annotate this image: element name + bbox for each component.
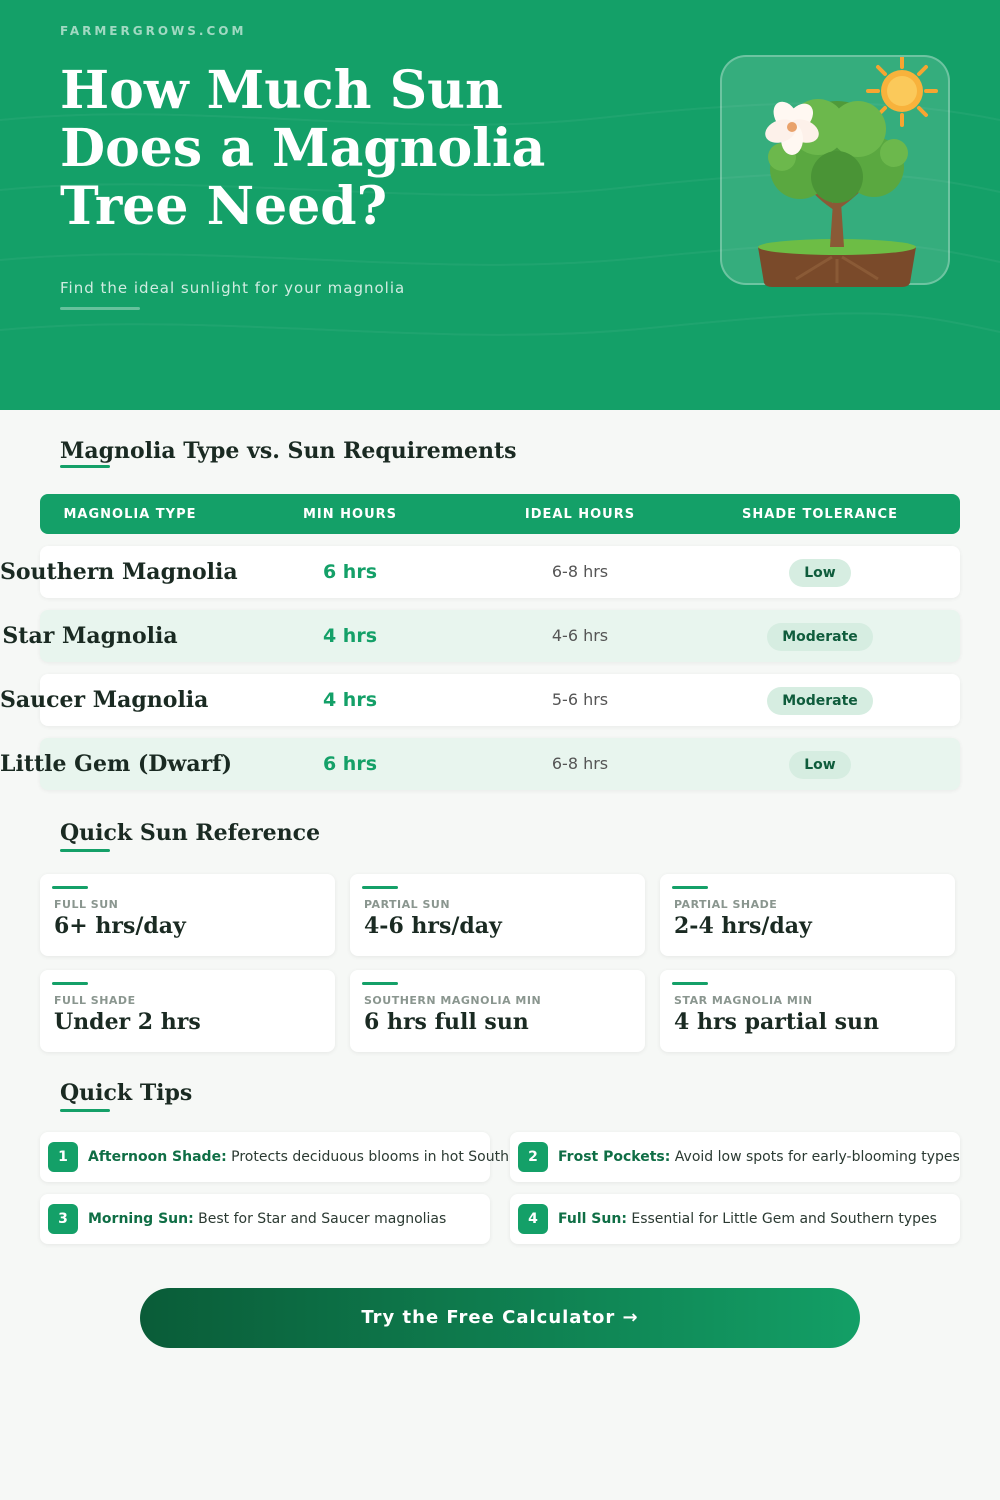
card-value: Under 2 hrs [54,1009,201,1035]
table-section-underline [60,465,110,468]
card-accent-bar [672,886,708,889]
free-calculator-button[interactable]: Try the Free Calculator → [140,1288,860,1348]
card-value: 2-4 hrs/day [674,913,812,939]
reference-section-title: Quick Sun Reference [60,820,321,846]
magnolia-type-cell: Southern Magnolia [0,559,238,585]
tip-text [558,1194,937,1244]
sun-reference-card [40,874,335,956]
page-subtitle: Find the ideal sunlight for your magnolia [60,279,406,297]
min-hours-cell: 6 hrs [322,753,378,775]
tip-keyword: Full Sun: [558,1211,627,1227]
magnolia-type-cell: Saucer Magnolia [0,687,209,713]
table-section-title: Magnolia Type vs. Sun Requirements [60,438,517,464]
card-label: SOUTHERN MAGNOLIA MIN [364,994,542,1007]
card-accent-bar [362,982,398,985]
card-accent-bar [672,982,708,985]
tip-number-badge: 3 [48,1204,78,1234]
card-accent-bar [362,886,398,889]
table-row [0,674,960,726]
hero-illustration-frame [720,55,950,285]
card-accent-bar [52,886,88,889]
sun-reference-card [660,874,955,956]
tip-keyword: Morning Sun: [88,1211,194,1227]
ideal-hours-cell: 6-8 hrs [551,754,609,773]
min-hours-cell: 6 hrs [322,561,378,583]
column-header-shade-tolerance: SHADE TOLERANCE [742,507,898,522]
min-hours-cell: 4 hrs [322,625,378,647]
reference-section-underline [60,849,110,852]
tip-text [88,1132,509,1182]
tip-number-badge: 1 [48,1142,78,1172]
tips-section-underline [60,1109,110,1112]
tip-text [88,1194,446,1244]
sun-reference-card [40,970,335,1052]
table-row [2,610,960,662]
tip-item [40,1194,490,1244]
magnolia-type-cell: Little Gem (Dwarf) [0,751,233,777]
page-title: How Much Sun Does a Magnolia Tree Need? [60,60,546,237]
tip-keyword: Afternoon Shade: [88,1149,227,1165]
table-header [40,494,960,534]
card-label: PARTIAL SUN [364,898,451,911]
card-label: FULL SUN [54,898,119,911]
shade-tolerance-cell [720,610,920,662]
card-label: PARTIAL SHADE [674,898,778,911]
tips-section-title: Quick Tips [60,1080,193,1106]
tip-number-badge: 4 [518,1204,548,1234]
ideal-hours-cell: 5-6 hrs [551,690,609,709]
card-value: 6 hrs full sun [364,1009,529,1035]
sun-reference-card [350,970,645,1052]
table-row [0,546,960,598]
site-name: FARMERGROWS.COM [60,24,247,38]
card-label: STAR MAGNOLIA MIN [674,994,813,1007]
ideal-hours-cell: 4-6 hrs [551,626,609,645]
ideal-hours-cell: 6-8 hrs [551,562,609,581]
shade-tolerance-badge: Low [789,751,850,779]
sun-reference-card [350,874,645,956]
card-value: 4 hrs partial sun [674,1009,879,1035]
card-accent-bar [52,982,88,985]
tip-description: Protects deciduous blooms in hot South [226,1149,509,1165]
shade-tolerance-badge: Moderate [767,687,873,715]
tip-item [510,1132,960,1182]
tip-number-badge: 2 [518,1142,548,1172]
hero-banner [0,0,1000,410]
shade-tolerance-cell [720,674,920,726]
tip-description: Avoid low spots for early-blooming types [670,1149,960,1165]
column-header-type: MAGNOLIA TYPE [63,507,197,522]
sun-reference-card [660,970,955,1052]
tip-item [510,1194,960,1244]
tip-description: Essential for Little Gem and Southern types [626,1211,937,1227]
tip-item [40,1132,509,1182]
column-header-ideal-hours: IDEAL HOURS [524,507,636,522]
tip-text [558,1132,960,1182]
shade-tolerance-cell [720,546,920,598]
subtitle-underline [60,307,140,310]
shade-tolerance-badge: Moderate [767,623,873,651]
magnolia-tree-icon [722,57,952,287]
card-label: FULL SHADE [54,994,136,1007]
card-value: 4-6 hrs/day [364,913,502,939]
tip-keyword: Frost Pockets: [558,1149,671,1165]
table-row [0,738,960,790]
magnolia-type-cell: Star Magnolia [2,623,178,649]
card-value: 6+ hrs/day [54,913,186,939]
shade-tolerance-cell [720,738,920,790]
min-hours-cell: 4 hrs [322,689,378,711]
column-header-min-hours: MIN HOURS [302,507,398,522]
shade-tolerance-badge: Low [789,559,850,587]
tip-description: Best for Star and Saucer magnolias [193,1211,447,1227]
